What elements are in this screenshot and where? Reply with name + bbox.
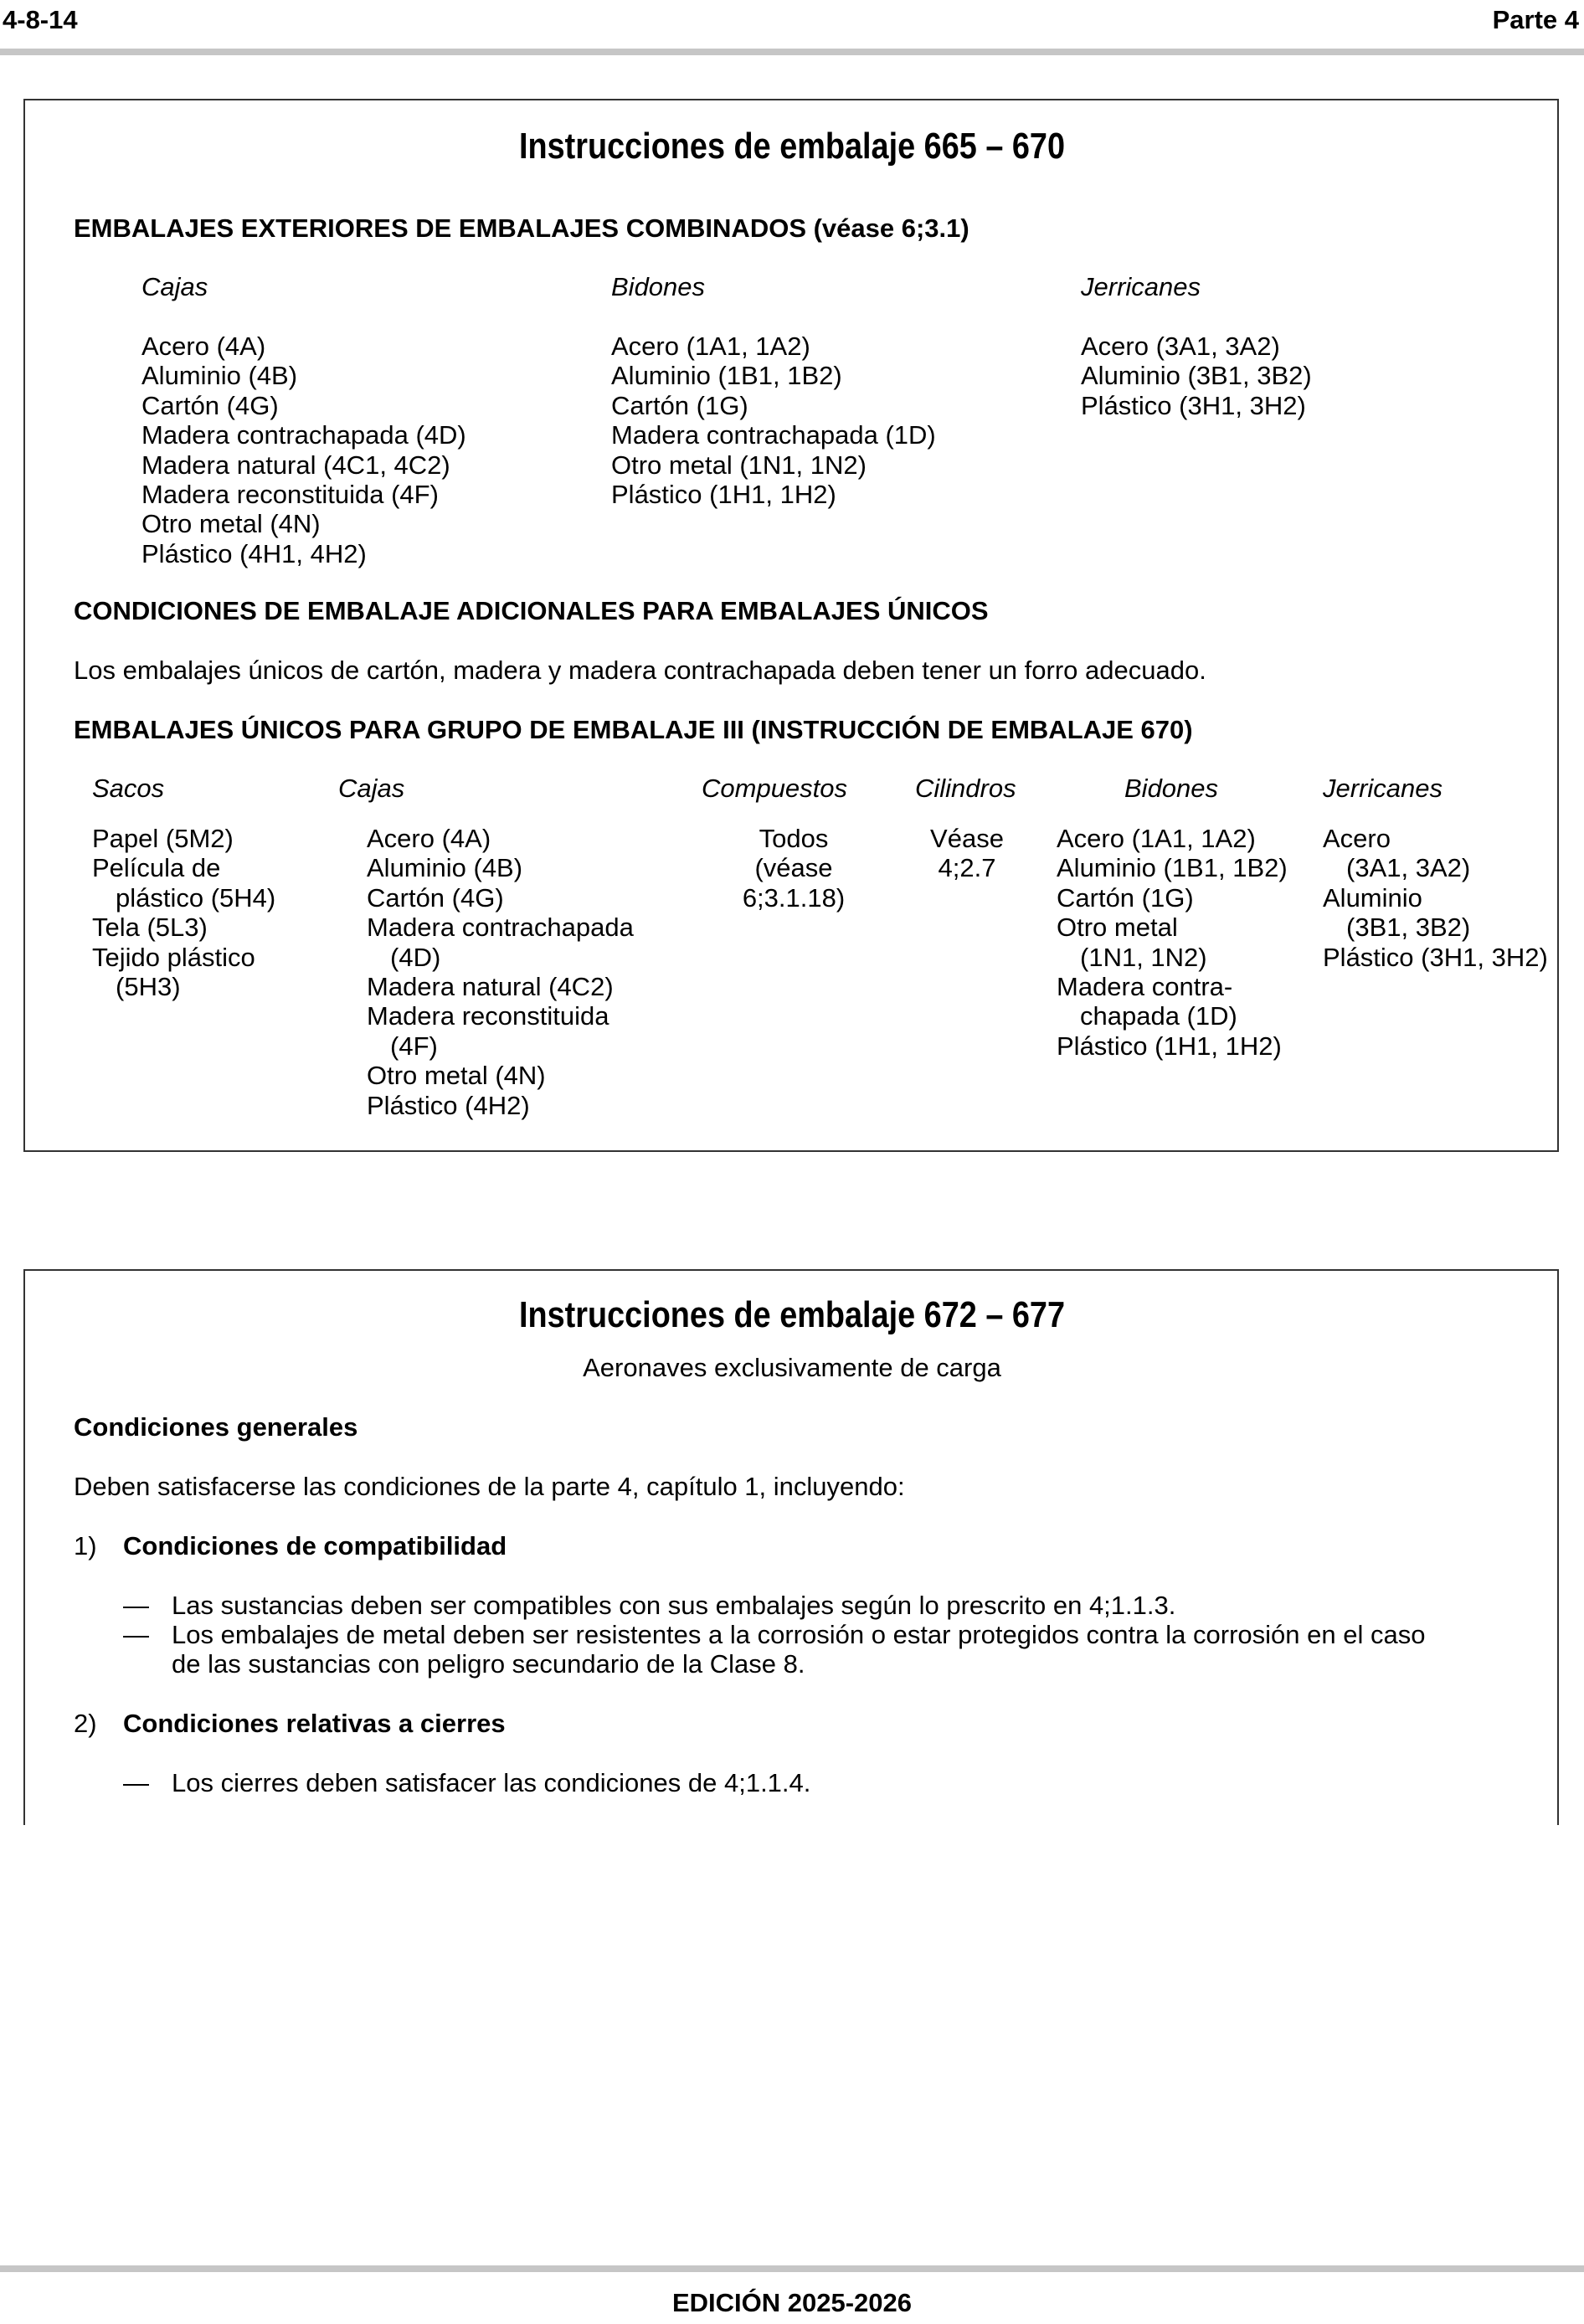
footer-rule: [0, 2265, 1584, 2272]
text-line: de las sustancias con peligro secundario de la Clase 8.: [172, 1649, 805, 1679]
compatibility-heading: Condiciones de compatibilidad: [123, 1531, 507, 1560]
box2-top-border: [23, 1269, 1559, 1271]
list-item: Aluminio (3B1, 3B2): [1081, 361, 1312, 391]
additional-conditions-text: Los embalajes únicos de cartón, madera y madera contrachapada deben tener un forro adecuado.: [74, 656, 1206, 685]
list-item: (1N1, 1N2): [1080, 942, 1207, 972]
list-item: plástico (5H4): [116, 882, 276, 913]
list-item: Cartón (1G): [611, 390, 748, 420]
list-item: (véase: [754, 853, 833, 883]
list-item: Aluminio (4B): [141, 361, 298, 391]
list-item: Tejido plástico: [92, 942, 255, 972]
list-item: (3A1, 3A2): [1346, 853, 1471, 883]
list-item: Todos: [759, 824, 829, 853]
list-item: (4D): [390, 942, 441, 972]
list-item: Madera contrachapada (4D): [141, 420, 466, 450]
list-item: Madera reconstituida (4F): [141, 480, 439, 510]
outer-col-header-jerricanes: Jerricanes: [1081, 272, 1201, 301]
list-item: Aluminio (1B1, 1B2): [1057, 853, 1288, 883]
general-conditions-intro: Deben satisfacerse las condiciones de la parte 4, capítulo 1, incluyendo:: [74, 1472, 905, 1501]
list-item: (3B1, 3B2): [1346, 913, 1471, 943]
single-list-cajas: [367, 824, 634, 1120]
list-item: Aluminio (1B1, 1B2): [611, 361, 842, 391]
list-item: Cartón (4G): [141, 390, 279, 420]
list-item: Otro metal (4N): [141, 509, 321, 539]
list-item: Acero (1A1, 1A2): [611, 332, 810, 361]
list-item: Madera natural (4C1, 4C2): [141, 450, 450, 480]
box1-title: Instrucciones de embalaje 665 – 670: [518, 126, 1066, 167]
closures-heading: Condiciones relativas a cierres: [123, 1709, 506, 1738]
single-col-header-jerricanes: Jerricanes: [1323, 774, 1443, 803]
dash-bullet: —: [123, 1768, 149, 1797]
list-item: Papel (5M2): [92, 824, 234, 853]
list-item: (5H3): [116, 972, 181, 1002]
list-item: Plástico (1H1, 1H2): [1057, 1031, 1282, 1061]
edition-label: EDICIÓN 2025-2026: [671, 2288, 913, 2317]
list-item: Aluminio: [1323, 882, 1422, 913]
corrosion-item: [172, 1620, 1425, 1679]
list-item: Otro metal (1N1, 1N2): [611, 450, 867, 480]
list-item: chapada (1D): [1080, 1001, 1237, 1031]
list-item: Madera natural (4C2): [367, 972, 614, 1002]
dash-bullet: —: [123, 1591, 149, 1620]
outer-col-header-bidones: Bidones: [611, 272, 706, 301]
list-item: Aluminio (4B): [367, 853, 523, 883]
box2-subtitle: Aeronaves exclusivamente de carga: [583, 1353, 1001, 1382]
list-item: Plástico (3H1, 3H2): [1081, 390, 1306, 420]
page-number-left: 4-8-14: [3, 5, 78, 34]
compatibility-item: Las sustancias deben ser compatibles con sus embalajes según lo prescrito en 4;1.1.3.: [172, 1591, 1176, 1620]
single-col-header-sacos: Sacos: [92, 774, 165, 803]
list-item: Acero (3A1, 3A2): [1081, 332, 1280, 361]
outer-packagings-heading: EMBALAJES EXTERIORES DE EMBALAJES COMBINADOS (véase 6;3.1): [74, 213, 969, 243]
list-item: (4F): [390, 1031, 438, 1061]
list-item: Plástico (3H1, 3H2): [1323, 942, 1548, 972]
general-conditions-heading: Condiciones generales: [74, 1412, 358, 1442]
section-number: 2): [74, 1709, 97, 1738]
single-col-header-cilindros: Cilindros: [915, 774, 1016, 803]
list-item: 6;3.1.18): [742, 882, 846, 913]
box2-title: Instrucciones de embalaje 672 – 677: [518, 1294, 1066, 1335]
outer-list-jerricanes: [1081, 332, 1312, 420]
closures-item: Los cierres deben satisfacer las condiciones de 4;1.1.4.: [172, 1768, 811, 1797]
single-packagings-heading: EMBALAJES ÚNICOS PARA GRUPO DE EMBALAJE III (INSTRUCCIÓN DE EMBALAJE 670): [74, 715, 1193, 744]
single-list-cilindros: [904, 824, 1030, 883]
additional-conditions-heading: CONDICIONES DE EMBALAJE ADICIONALES PARA EMBALAJES ÚNICOS: [74, 596, 989, 625]
list-item: Otro metal: [1057, 913, 1178, 943]
list-item: Acero (4A): [141, 332, 266, 361]
single-list-sacos: [92, 824, 275, 1001]
part-label: Parte 4: [1492, 5, 1579, 34]
single-col-header-compuestos: Compuestos: [702, 774, 848, 803]
list-item: Madera reconstituida: [367, 1001, 609, 1031]
list-item: Tela (5L3): [92, 913, 208, 943]
list-item: Cartón (1G): [1057, 882, 1194, 913]
outer-col-header-cajas: Cajas: [141, 272, 208, 301]
list-item: Acero (1A1, 1A2): [1057, 824, 1256, 853]
list-item: 4;2.7: [938, 853, 996, 883]
outer-list-cajas: [141, 332, 466, 568]
list-item: Plástico (4H1, 4H2): [141, 538, 367, 568]
single-col-header-cajas: Cajas: [338, 774, 405, 803]
single-col-header-bidones: Bidones: [1124, 774, 1219, 803]
list-item: Acero (4A): [367, 824, 491, 853]
header-rule: [0, 49, 1584, 55]
list-item: Madera contrachapada: [367, 913, 634, 943]
list-item: Acero: [1323, 824, 1391, 853]
single-list-jerricanes: [1323, 824, 1548, 972]
outer-list-bidones: [611, 332, 936, 509]
list-item: Otro metal (4N): [367, 1061, 546, 1091]
section-number: 1): [74, 1531, 97, 1560]
list-item: Cartón (4G): [367, 882, 504, 913]
single-list-bidones: [1057, 824, 1288, 1061]
text-line: Los embalajes de metal deben ser resistentes a la corrosión o estar protegidos contra la corrosión en el caso: [172, 1620, 1426, 1649]
single-list-compuestos: [702, 824, 886, 913]
list-item: Película de: [92, 853, 221, 883]
list-item: Plástico (1H1, 1H2): [611, 480, 836, 510]
list-item: Plástico (4H2): [367, 1090, 530, 1120]
list-item: Madera contra-: [1057, 972, 1233, 1002]
list-item: Madera contrachapada (1D): [611, 420, 936, 450]
dash-bullet: —: [123, 1620, 149, 1649]
list-item: Véase: [930, 824, 1004, 853]
